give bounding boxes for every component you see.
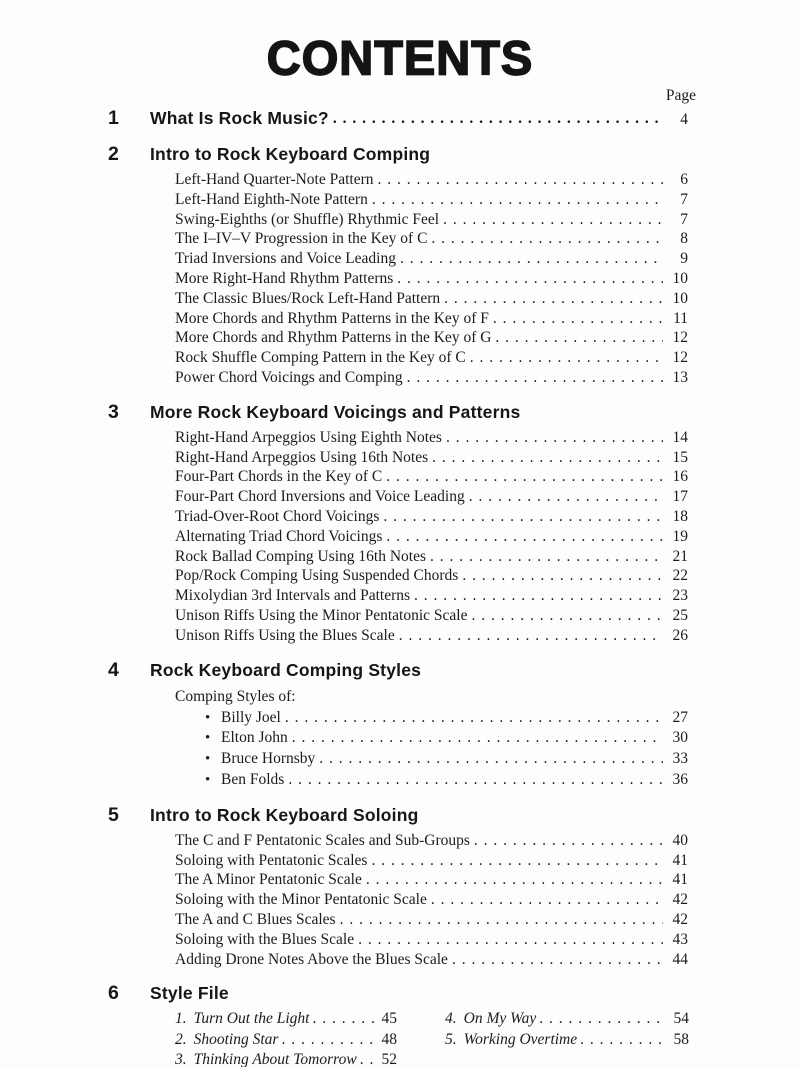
toc-entry [175,190,688,210]
song-item [175,1050,397,1067]
dot-leader [281,1030,374,1051]
entry-title: Soloing with Pentatonic Scales [175,851,368,869]
dot-leader [288,770,663,790]
chapter-number: 5 [108,803,119,826]
toc-entry [175,930,688,950]
entry-page-number: 45 [381,1010,397,1028]
bullet-icon: • [205,751,211,768]
toc-entry [175,210,688,230]
song-title: Working Overtime [463,1030,578,1048]
entry-page-number: 12 [672,329,688,347]
toc-entry [175,890,688,910]
entry-title: The A and C Blues Scales [175,910,336,928]
entry-page-number: 43 [672,930,688,948]
entry-page-number: 54 [673,1010,689,1028]
song-number: 2. [175,1030,187,1048]
entry-page-number: 11 [673,309,688,327]
chapter-section-4 [108,659,688,791]
chapter-5-heading [108,804,688,827]
chapter-section-6 [108,982,688,1067]
chapter-number: 2 [108,143,119,165]
chapter-section-2 [108,143,688,388]
chapter-4-entries [175,686,688,791]
chapter-6-heading [108,982,688,1005]
entry-page-number: 19 [672,527,688,545]
entry-title: The Classic Blues/Rock Left-Hand Pattern [175,289,441,307]
toc-entry [175,507,688,527]
dot-leader [397,269,663,289]
entry-title: Mixolydian 3rd Intervals and Patterns [175,587,411,605]
dot-leader [462,566,663,586]
toc-entry [175,487,688,507]
chapter-2-entries [175,170,688,388]
entry-page-number: 26 [672,626,688,644]
toc-entry [175,586,688,606]
entry-title: Right-Hand Arpeggios Using Eighth Notes [175,428,442,446]
chapter-section-3 [108,401,688,646]
songs-column-right [445,1009,689,1067]
toc-entry [175,770,688,791]
toc-entry [175,749,688,770]
entry-page-number: 27 [672,708,688,726]
entry-title: Ben Folds [221,770,285,788]
chapter-section-1 [108,107,688,130]
toc-entry [175,428,688,448]
dot-leader [431,890,663,910]
entry-title: Soloing with the Blues Scale [175,930,355,948]
dot-leader [360,1050,374,1067]
chapter-section-5 [108,804,688,970]
bullet-icon: • [205,730,211,747]
entry-page-number: 12 [672,349,688,367]
entry-title: Unison Riffs Using the Blues Scale [175,626,395,644]
chapter-3-heading [108,401,688,424]
toc-entry [175,368,688,388]
entry-page-number: 10 [672,269,688,287]
entry-page-number: 33 [672,750,688,768]
chapter-3-entries [175,428,688,646]
entry-page-number: 41 [672,871,688,889]
entry-page-number: 42 [672,891,688,909]
chapter-title: Intro to Rock Keyboard Comping [150,144,431,164]
entry-title: Bruce Hornsby [221,750,316,768]
bullet-icon: • [205,709,211,726]
entry-page-number: 9 [680,250,688,268]
entry-title: Adding Drone Notes Above the Blues Scale [175,950,448,968]
song-item [445,1030,689,1051]
chapter-title: Intro to Rock Keyboard Soloing [150,804,419,825]
song-item [175,1009,397,1030]
entry-page-number: 18 [672,507,688,525]
song-number: 5. [445,1030,457,1048]
entry-title: The A Minor Pentatonic Scale [175,871,362,889]
dot-leader [372,190,663,210]
toc-entry [175,527,688,547]
dot-leader [292,728,663,748]
dot-leader [285,708,663,728]
entry-title: Left-Hand Eighth-Note Pattern [175,190,368,208]
dot-leader [386,527,663,547]
toc-entry [175,831,688,851]
entry-page-number: 13 [672,368,688,386]
entry-page-number: 41 [672,851,688,869]
dot-leader [432,448,663,468]
entry-title: Billy Joel [221,708,281,726]
entry-page-number: 7 [680,190,688,208]
songs-column-left [175,1009,397,1067]
dot-leader [495,328,663,348]
entry-title: Rock Shuffle Comping Pattern in the Key of C [175,349,466,367]
entry-page-number: 4 [680,111,688,128]
chapter-2-heading [108,143,688,166]
entry-title: More Right-Hand Rhythm Patterns [175,269,394,287]
dot-leader [383,507,663,527]
toc-entry [175,566,688,586]
dot-leader [446,428,663,448]
entry-page-number: 48 [381,1030,397,1048]
entry-title: Four-Part Chord Inversions and Voice Leading [175,488,465,506]
song-number: 4. [445,1010,457,1028]
dot-leader [471,606,663,626]
chapter-1-heading [108,107,688,130]
song-title: Thinking About Tomorrow [193,1051,357,1067]
entry-title: Alternating Triad Chord Voicings [175,527,383,545]
toc-entry [175,626,688,646]
dot-leader [493,309,663,329]
toc-entry [175,309,688,329]
dot-leader [452,950,663,970]
entry-page-number: 17 [672,488,688,506]
chapter-number: 3 [108,400,119,423]
entry-title: The C and F Pentatonic Scales and Sub-Groups [175,831,470,849]
entry-title: Four-Part Chords in the Key of C [175,468,383,486]
dot-leader [407,368,663,388]
toc-entry [175,606,688,626]
chapter-5-entries [175,831,688,970]
chapter-4-heading [108,659,688,682]
toc-entry [175,870,688,890]
dot-leader [431,229,663,249]
dot-leader [358,930,663,950]
toc-entry [175,547,688,567]
chapter-number: 6 [108,982,119,1005]
entry-title: The I–IV–V Progression in the Key of C [175,230,428,248]
bullet-icon: • [205,771,211,788]
toc-entry [175,269,688,289]
page-title: CONTENTS [266,30,534,85]
song-title: On My Way [463,1010,537,1028]
entry-title: More Chords and Rhythm Patterns in the Key of G [175,329,492,347]
entry-page-number: 42 [672,910,688,928]
dot-leader [539,1009,666,1030]
entry-title: Left-Hand Quarter-Note Pattern [175,171,374,188]
dot-leader [399,626,663,646]
dot-leader [340,910,663,930]
entry-title: Rock Ballad Comping Using 16th Notes [175,547,427,565]
toc-entry [175,910,688,930]
dot-leader [443,210,663,230]
entry-title: Pop/Rock Comping Using Suspended Chords [175,567,459,585]
entry-page-number: 44 [672,950,688,968]
entry-title: Elton John [221,729,288,747]
entry-page-number: 58 [673,1030,689,1048]
entry-page-number: 23 [672,587,688,605]
comping-styles-intro: Comping Styles of: [175,687,296,705]
entry-title: Power Chord Voicings and Comping [175,368,403,386]
toc-entry [175,851,688,871]
toc-entry [175,348,688,368]
entry-page-number: 6 [680,171,688,188]
toc-entry [175,467,688,487]
song-number: 3. [175,1051,187,1067]
chapter-title: What Is Rock Music? [150,108,329,128]
dot-leader [580,1030,666,1051]
entry-page-number: 15 [672,448,688,466]
toc-entry [175,289,688,309]
entry-page-number: 30 [672,729,688,747]
entry-title: Soloing with the Minor Pentatonic Scale [175,891,427,909]
chapter-number: 1 [108,107,119,129]
toc-entry [175,728,688,749]
toc-entry [175,328,688,348]
toc-entry [175,229,688,249]
dot-leader [469,487,663,507]
chapter-title: Rock Keyboard Comping Styles [150,659,422,680]
entry-title: Unison Riffs Using the Minor Pentatonic Scale [175,606,468,624]
entry-title: Triad-Over-Root Chord Voicings [175,507,380,525]
entry-page-number: 25 [672,606,688,624]
page-column-label: Page [665,87,696,104]
song-title: Shooting Star [193,1030,279,1048]
song-number: 1. [175,1010,187,1028]
song-item [445,1009,689,1030]
dot-leader [366,870,663,890]
toc-entry [175,950,688,970]
dot-leader [414,586,663,606]
dot-leader [430,547,663,567]
chapter-number: 4 [108,658,119,681]
entry-page-number: 10 [672,289,688,307]
dot-leader [474,831,663,851]
toc-entry [175,708,688,729]
chapter-title: More Rock Keyboard Voicings and Patterns [150,401,521,422]
toc-entry [175,170,688,190]
entry-page-number: 16 [672,468,688,486]
entry-title: Right-Hand Arpeggios Using 16th Notes [175,448,429,466]
toc-entry [175,448,688,468]
chapter-title: Style File [150,983,229,1004]
song-item [175,1030,397,1051]
dot-leader [319,749,663,769]
dot-leader [470,348,663,368]
dot-leader [400,249,663,269]
dot-leader [333,110,663,128]
dot-leader [378,170,663,190]
entry-title: More Chords and Rhythm Patterns in the Key of F [175,309,489,327]
entry-page-number: 40 [672,831,688,849]
entry-page-number: 8 [680,230,688,248]
entry-page-number: 21 [672,547,688,565]
song-title: Turn Out the Light [193,1010,310,1028]
entry-title: Swing-Eighths (or Shuffle) Rhythmic Feel [175,210,440,228]
entry-page-number: 22 [672,567,688,585]
style-file-songs [175,1009,688,1067]
entry-page-number: 52 [381,1051,397,1067]
dot-leader [386,467,663,487]
entry-page-number: 36 [672,770,688,788]
dot-leader [371,851,663,871]
entry-title: Triad Inversions and Voice Leading [175,250,396,268]
dot-leader [444,289,663,309]
dot-leader [312,1009,374,1030]
entry-page-number: 14 [672,428,688,446]
entry-page-number: 7 [680,210,688,228]
toc-entry [175,249,688,269]
